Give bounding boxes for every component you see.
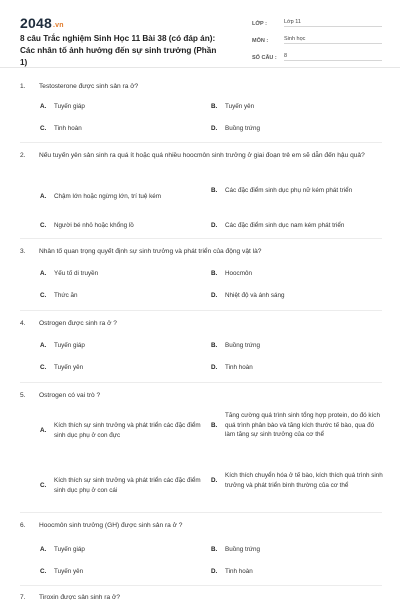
meta-count-value: 8 (284, 53, 382, 61)
question-3 (20, 247, 385, 257)
question-number: 4. (20, 320, 26, 327)
question-divider (20, 585, 382, 586)
option-text: Buồng trứng (225, 125, 261, 132)
option-text: Tuyến giáp (54, 546, 85, 553)
question-text (20, 593, 385, 600)
option-c[interactable] (40, 291, 190, 301)
option-text: Nhiệt độ và ánh sáng (225, 292, 285, 299)
option-letter: D. (211, 222, 218, 229)
option-text: Các đặc điểm sinh dục phụ nữ kém phát triển (225, 187, 353, 194)
question-prompt: Testosterone được sinh sản ra ở? (39, 83, 139, 90)
meta-class-label: LỚP : (252, 21, 267, 27)
option-c[interactable] (40, 567, 190, 577)
option-text: Kích thích chuyển hóa ở tế bào, kích thích quá trình sinh trưởng và phát triển bình thường của cơ thể (225, 472, 383, 489)
option-b[interactable] (211, 269, 383, 279)
option-b[interactable] (211, 411, 383, 440)
option-d[interactable] (211, 567, 383, 577)
option-letter: B. (211, 103, 218, 110)
option-letter: C. (40, 364, 47, 371)
question-text (20, 319, 385, 329)
option-letter: D. (211, 364, 218, 371)
meta-class-row (252, 14, 382, 27)
question-prompt: Hoocmôn sinh trưởng (GH) được sinh sản ra ở ? (39, 522, 183, 529)
page-title: 8 câu Trắc nghiệm Sinh Học 11 Bài 38 (có đáp án): Các nhân tố ảnh hưởng đến sự sinh trưởng (Phần 1) (20, 34, 217, 67)
option-text: Tuyến giáp (54, 103, 85, 110)
question-prompt: Ostrogen được sinh ra ở ? (39, 320, 117, 327)
option-letter: C. (40, 125, 47, 132)
option-b[interactable] (211, 186, 383, 196)
option-letter: D. (211, 476, 218, 484)
question-prompt: Nhân tố quan trọng quyết định sự sinh trưởng và phát triển của động vật là? (39, 248, 262, 255)
option-letter: C. (40, 568, 47, 575)
question-divider (20, 382, 382, 383)
option-text: Buồng trứng (225, 342, 261, 349)
question-divider (20, 512, 382, 513)
question-text (20, 82, 385, 92)
question-number: 1. (20, 83, 26, 90)
option-text: Chậm lớn hoặc ngừng lớn, trí tuệ kém (54, 193, 161, 200)
question-prompt: Tiroxin được sản sinh ra ở? (39, 594, 120, 600)
question-number: 5. (20, 392, 26, 399)
meta-subject-row (252, 31, 382, 44)
question-7 (20, 593, 385, 600)
option-letter: B. (211, 270, 218, 277)
option-letter: D. (211, 125, 218, 132)
option-d[interactable] (211, 471, 383, 490)
option-d[interactable] (211, 124, 383, 134)
page-header (0, 0, 400, 67)
question-divider (20, 142, 382, 143)
quiz-meta (252, 14, 382, 65)
question-number: 6. (20, 522, 26, 529)
option-c[interactable] (40, 363, 190, 373)
option-b[interactable] (211, 102, 383, 112)
logo-domain: .vn (52, 22, 64, 29)
option-text: Tuyến yên (54, 568, 84, 575)
question-text (20, 521, 385, 531)
option-text: Tuyến yên (225, 103, 255, 110)
meta-subject-label: MÔN : (252, 38, 269, 44)
option-letter: B. (211, 187, 218, 194)
option-a[interactable] (40, 341, 190, 351)
question-text (20, 247, 385, 257)
option-text: Tuyến giáp (54, 342, 85, 349)
option-text: Tinh hoàn (225, 568, 253, 575)
question-prompt: Ostrogen có vai trò ? (39, 392, 101, 399)
question-text (20, 391, 385, 401)
option-letter: B. (211, 421, 218, 429)
question-4 (20, 319, 385, 329)
option-c[interactable] (40, 476, 205, 495)
option-letter: B. (211, 546, 218, 553)
question-number: 2. (20, 152, 26, 159)
option-c[interactable] (40, 221, 205, 231)
option-letter: A. (40, 270, 47, 277)
option-c[interactable] (40, 124, 190, 134)
question-prompt: Nếu tuyến yên sản sinh ra quá ít hoặc quá nhiều hoocmôn sinh trưởng ở giai đoạn trẻ em sẽ dẫn đến hậu quả? (39, 152, 365, 159)
header-divider (0, 67, 400, 68)
option-a[interactable] (40, 102, 190, 112)
option-text: Tinh hoàn (54, 125, 82, 132)
option-d[interactable] (211, 291, 383, 301)
option-a[interactable] (40, 269, 190, 279)
option-text: Kích thích sự sinh trưởng và phát triển các đặc điểm sinh dục phụ ở con đực (54, 422, 201, 439)
option-text: Người bé nhỏ hoặc khổng lồ (54, 222, 134, 229)
question-1 (20, 82, 385, 92)
option-letter: A. (40, 193, 47, 200)
option-letter: C. (40, 292, 47, 299)
meta-class-value: Lớp 11 (284, 19, 382, 27)
option-a[interactable] (40, 421, 205, 440)
option-text: Các đặc điểm sinh dục nam kém phát triển (225, 222, 345, 229)
option-letter: D. (211, 292, 218, 299)
option-letter: C. (40, 222, 47, 229)
option-letter: A. (40, 103, 47, 110)
logo-text: 2048 (20, 15, 52, 31)
option-d[interactable] (211, 363, 383, 373)
option-b[interactable] (211, 545, 383, 555)
option-letter: A. (40, 426, 47, 434)
option-text: Tăng cường quá trình sinh tổng hợp protein, do đó kích quá trình phân bào và tăng kích thước tế bào, qua đó làm tăng sự sinh trưởng của cơ thể (225, 412, 380, 438)
option-text: Tuyến yên (54, 364, 84, 371)
site-logo[interactable] (20, 15, 64, 31)
option-text: Buồng trứng (225, 546, 261, 553)
option-letter: A. (40, 342, 47, 349)
option-text: Tinh hoàn (225, 364, 253, 371)
option-a[interactable] (40, 545, 190, 555)
meta-subject-value: Sinh học (284, 36, 382, 44)
option-text: Thức ăn (54, 292, 78, 299)
meta-count-row (252, 48, 382, 61)
question-text (20, 151, 385, 161)
option-letter: D. (211, 568, 218, 575)
question-number: 3. (20, 248, 26, 255)
option-b[interactable] (211, 341, 383, 351)
option-text: Hoocmôn (225, 270, 252, 277)
question-5 (20, 391, 385, 401)
option-letter: A. (40, 546, 47, 553)
meta-count-label: SỐ CÂU : (252, 55, 277, 61)
question-divider (20, 238, 382, 239)
question-number: 7. (20, 594, 26, 600)
option-letter: C. (40, 481, 47, 489)
question-divider (20, 310, 382, 311)
question-2 (20, 151, 385, 161)
option-text: Yếu tố di truyền (54, 270, 99, 277)
option-letter: B. (211, 342, 218, 349)
option-a[interactable] (40, 192, 205, 202)
option-text: Kích thích sự sinh trưởng và phát triển các đặc điểm sinh dục phụ ở con cái (54, 477, 201, 494)
option-d[interactable] (211, 221, 383, 231)
question-6 (20, 521, 385, 531)
